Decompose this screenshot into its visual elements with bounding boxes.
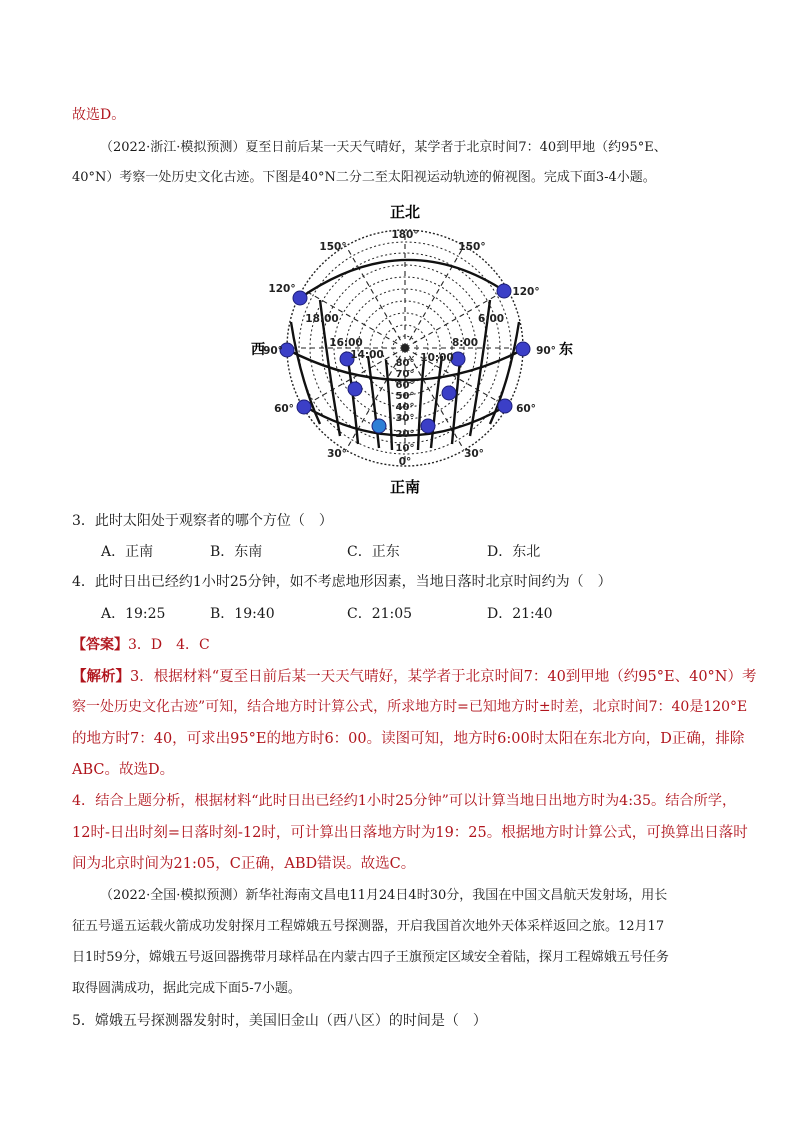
q3-option-b[interactable]: B．东南 [210, 544, 263, 560]
question-5-stem: 5．嫦娥五号探测器发射时，美国旧金山（西八区）的时间是（ ） [72, 1013, 487, 1029]
north-label: 正北 [389, 203, 421, 221]
azimuth-label-0: 0° [398, 456, 412, 468]
time-label-16: 16:00 [329, 337, 363, 349]
hour-line [348, 360, 358, 444]
azimuth-label-60-east: 60° [516, 403, 536, 415]
sun-dot [516, 342, 530, 356]
time-label-18: 18:00 [305, 313, 339, 325]
answer-tag: 【答案】 [72, 637, 128, 653]
passage-5-7-line3: 日1时59分，嫦娥五号返回器携带月球样品在内蒙古四子王旗预定区域安全着陆，探月工程嫦娥五号任务 [72, 950, 669, 965]
analysis-p2-line3: 间为北京时间为21:05，C正确，ABD错误。故选C。 [72, 856, 416, 872]
sun-dot [497, 284, 511, 298]
altitude-label: 60° [395, 380, 415, 391]
azimuth-label-180: 180° [391, 229, 419, 241]
sun-dot [421, 419, 435, 433]
east-label: 东 [559, 342, 573, 358]
summer-solstice-path [300, 260, 506, 298]
time-label-14: 14:00 [350, 349, 384, 361]
answer-line [72, 634, 210, 654]
azimuth-label-30-east: 30° [464, 448, 484, 460]
question-3-stem: 3．此时太阳处于观察者的哪个方位（ ） [72, 513, 333, 529]
azimuth-label-120-east: 120° [512, 286, 540, 298]
zenith-marker [401, 344, 409, 352]
south-label: 正南 [389, 478, 421, 496]
passage-3-4-line1: （2022·浙江·模拟预测）夏至日前后某一天天气晴好，某学者于北京时间7：40到甲地（约95°E、 [100, 140, 667, 155]
hour-line [386, 360, 392, 450]
altitude-label: 30° [395, 413, 415, 424]
altitude-label: 80° [395, 358, 415, 369]
sun-dot-current [372, 419, 386, 433]
q4-option-c[interactable]: C．21:05 [347, 606, 413, 622]
altitude-label: 10° [395, 443, 415, 454]
q4-option-b[interactable]: B．19:40 [210, 606, 275, 622]
altitude-label: 20° [395, 429, 415, 440]
sun-dot [348, 382, 362, 396]
azimuth-label-60-west: 60° [274, 403, 294, 415]
analysis-p2-line1: 4．结合上题分析，根据材料“此时日出已经约1小时25分钟”可以计算当地日出地方时为4:35。结合所学， [72, 793, 737, 809]
altitude-label: 70° [395, 369, 415, 380]
q4-option-a[interactable]: A．19:25 [101, 606, 166, 622]
passage-5-7-line2: 征五号遥五运载火箭成功发射探月工程嫦娥五号探测器，开启我国首次地外天体采样返回之旅。12月17 [72, 919, 665, 934]
previous-answer-conclusion: 故选D。 [72, 107, 126, 123]
answer-text: 3．D 4．C [128, 637, 210, 653]
azimuth-label-90-east: 90° [536, 345, 556, 357]
azimuth-label-90-west: 90° [263, 345, 283, 357]
passage-5-7-line4: 取得圆满成功，据此完成下面5-7小题。 [72, 981, 301, 996]
hour-line [452, 360, 460, 444]
time-label-6: 6:00 [477, 313, 505, 325]
analysis-p1-line1: 3．根据材料“夏至日前后某一天天气晴好，某学者于北京时间7：40到甲地（约95°E、40°N）考 [130, 669, 757, 685]
azimuth-label-30-west: 30° [327, 448, 347, 460]
analysis-p2-line2: 12时-日出时刻=日落时刻-12时，可计算出日落地方时为19：25。根据地方时计算公式，可换算出日落时 [72, 825, 748, 841]
analysis-p1-line3: 的地方时7：40，可求出95°E的地方时6：00。读图可知，地方时6:00时太阳在东北方向，D正确，排除 [72, 731, 745, 747]
passage-3-4-line2: 40°N）考察一处历史文化古迹。下图是40°N二分二至太阳视运动轨迹的俯视图。完成下面3-4小题。 [72, 170, 656, 185]
time-label-8: 8:00 [451, 337, 479, 349]
analysis-tag: 【解析】 [72, 668, 130, 685]
question-3-options [0, 541, 794, 561]
azimuth-label-150-west: 150° [319, 241, 347, 253]
altitude-label: 40° [395, 402, 415, 413]
sun-dot [297, 400, 311, 414]
question-4-options [0, 603, 794, 623]
passage-5-7-line1: （2022·全国·模拟预测）新华社海南文昌电11月24日4时30分，我国在中国文昌航天发射场，用长 [100, 888, 668, 903]
analysis-p1-line4: ABC。故选D。 [72, 762, 175, 778]
analysis-p1-line2: 察一处历史文化古迹”可知，结合地方时计算公式，所求地方时=已知地方时±时差，北京时间7：40是120°E [72, 699, 748, 715]
q3-option-d[interactable]: D．东北 [487, 544, 541, 560]
sun-path-diagram [236, 196, 576, 502]
analysis-line [72, 665, 757, 686]
altitude-label: 50° [395, 391, 415, 402]
sun-dot [498, 399, 512, 413]
time-label-10: 10:00 [420, 352, 454, 364]
sun-dot [442, 386, 456, 400]
question-4-stem: 4．此时日出已经约1小时25分钟，如不考虑地形因素，当地日落时北京时间约为（ ） [72, 574, 612, 590]
q3-option-c[interactable]: C．正东 [347, 544, 400, 560]
q4-option-d[interactable]: D．21:40 [487, 606, 553, 622]
azimuth-label-120-west: 120° [268, 283, 296, 295]
q3-option-a[interactable]: A．正南 [101, 544, 154, 560]
azimuth-label-150-east: 150° [458, 241, 486, 253]
west-label: 西 [251, 342, 265, 358]
